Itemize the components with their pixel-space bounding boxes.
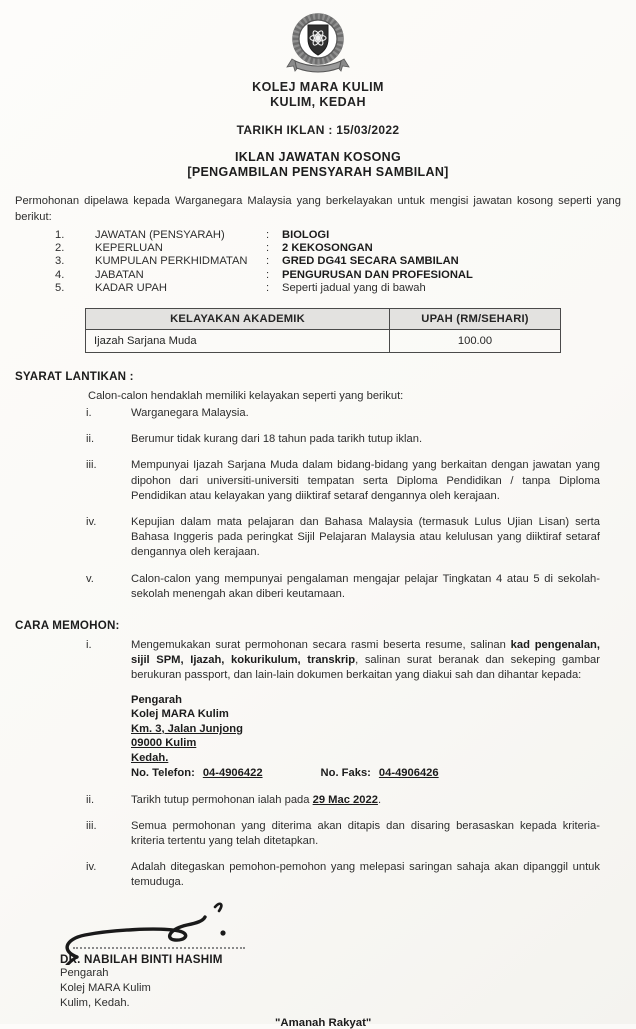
row-colon: : <box>266 255 270 268</box>
fax-number: 04-4906426 <box>378 766 439 779</box>
table-header-kelayakan: KELAYAKAN AKADEMIK <box>86 309 390 330</box>
cell-upah: 100.00 <box>390 330 561 353</box>
vacancy-details-list <box>15 229 621 295</box>
cara-item-2 <box>15 793 621 808</box>
syarat-item <box>15 406 621 421</box>
text-regular: Tarikh tutup permohonan ialah pada <box>131 793 313 806</box>
row-value: BIOLOGI <box>282 229 330 241</box>
college-crest-icon <box>283 13 353 80</box>
row-label: JAWATAN (PENSYARAH) <box>95 229 225 241</box>
advert-date: TARIKH IKLAN : 15/03/2022 <box>236 123 400 137</box>
row-colon: : <box>266 281 270 294</box>
vacancy-row <box>15 242 621 255</box>
address-line: Km. 3, Jalan Junjong <box>131 722 243 735</box>
syarat-item <box>15 458 621 504</box>
row-number: 3. <box>55 255 65 268</box>
org-location: KULIM, KEDAH <box>270 95 366 109</box>
handwritten-signature <box>63 899 253 965</box>
vacancy-row <box>15 229 621 242</box>
signatory-name: DR. NABILAH BINTI HASHIM <box>60 952 223 966</box>
salary-table <box>85 308 561 353</box>
row-colon: : <box>266 229 270 241</box>
vacancy-row <box>15 255 621 268</box>
syarat-item <box>15 515 621 561</box>
row-label: KEPERLUAN <box>95 242 163 255</box>
item-number: i. <box>86 639 92 652</box>
row-value: 2 KEKOSONGAN <box>282 242 373 255</box>
item-number: iv. <box>86 861 97 874</box>
item-text: Warganegara Malaysia. <box>131 407 249 420</box>
item-number: iv. <box>86 516 97 529</box>
item-text: Calon-calon yang mempunyai pengalaman mengajar pelajar Tingkatan 4 atau 5 di sekolah-sekolah menengah akan diberi keutamaan. <box>131 572 600 600</box>
signatory-org: Kolej MARA Kulim <box>60 981 151 994</box>
signatory-title: Pengarah <box>60 966 109 979</box>
phone-number: 04-4906422 <box>202 766 263 779</box>
row-label: KADAR UPAH <box>95 281 167 294</box>
item-number: iii. <box>86 459 97 472</box>
section-heading-syarat: SYARAT LANTIKAN : <box>15 370 134 384</box>
phone-label: No. Telefon: <box>131 766 195 779</box>
fax-label: No. Faks: <box>320 766 371 779</box>
text-regular: , salinan surat beranak dan sekeping gambar berukuran passport, dan lain-lain dokumen berkaitan yang diakui sah dan dihantar kepada: <box>131 654 600 682</box>
row-label: JABATAN <box>95 268 144 281</box>
signature-dotted-line <box>73 947 245 949</box>
vacancy-row <box>15 282 621 295</box>
address-line: Pengarah <box>131 693 182 706</box>
text-bold: kad pengenalan, sijil SPM, Ijazah, kokurikulum, transkrip <box>131 639 600 667</box>
row-number: 5. <box>55 281 65 294</box>
signatory-location: Kulim, Kedah. <box>60 996 130 1009</box>
contact-line <box>131 767 621 779</box>
cara-item-1 <box>15 638 621 684</box>
item-text <box>131 793 621 808</box>
item-number: iii. <box>86 819 97 832</box>
address-line: 09000 Kulim <box>131 737 197 750</box>
letterhead <box>15 13 621 180</box>
org-name: KOLEJ MARA KULIM <box>252 80 384 94</box>
signature-area <box>15 899 621 967</box>
row-number: 1. <box>55 229 65 241</box>
item-number: ii. <box>86 433 95 446</box>
cara-item-3 <box>15 819 621 849</box>
closing-date: 29 Mac 2022 <box>312 793 378 806</box>
item-text: Mempunyai Ijazah Sarjana Muda dalam bidang-bidang yang berkaitan dengan jawatan yang dipohon dari universiti-universiti tempatan serta Diploma Pendidikan / tanpa Diploma Pendidikan atau kelayakan yang diiktiraf setaraf dengannya oleh kerajaan. <box>131 459 600 502</box>
item-text: Kepujian dalam mata pelajaran dan Bahasa Malaysia (termasuk Lulus Ujian Lisan) serta Bahasa Inggeris pada peringkat Sijil Pelajaran Malaysia atau kelulusan yang diiktiraf setaraf dengannya oleh kerajaan. <box>131 516 600 559</box>
row-value: Seperti jadual yang di bawah <box>282 281 426 294</box>
item-text: Semua permohonan yang diterima akan ditapis dan disaring berasaskan kepada kriteria-kriteria tertentu yang telah ditetapkan. <box>131 819 600 848</box>
table-row <box>86 330 561 353</box>
address-line: Kolej MARA Kulim <box>131 708 229 721</box>
row-colon: : <box>266 268 270 281</box>
cell-kelayakan: Ijazah Sarjana Muda <box>86 330 390 353</box>
intro-paragraph: Permohonan dipelawa kepada Warganegara Malaysia yang berkelayakan untuk mengisi jawatan kosong seperti yang berikut: <box>15 195 621 223</box>
syarat-lead: Calon-calon hendaklah memiliki kelayakan seperti yang berikut: <box>88 390 404 403</box>
address-line: Kedah. <box>131 752 169 765</box>
item-number: i. <box>86 407 92 420</box>
doc-title-line1: IKLAN JAWATAN KOSONG <box>235 150 401 164</box>
table-header-upah: UPAH (RM/SEHARI) <box>390 309 561 330</box>
cara-item-4 <box>15 860 621 890</box>
motto: "Amanah Rakyat" <box>275 1016 372 1029</box>
text-regular: Mengemukakan surat permohonan secara rasmi beserta resume, salinan <box>131 639 511 652</box>
row-colon: : <box>266 242 270 255</box>
row-label: KUMPULAN PERKHIDMATAN <box>95 255 248 268</box>
item-text: Adalah ditegaskan pemohon-pemohon yang melepasi saringan sahaja akan dipanggil untuk temuduga. <box>131 861 600 889</box>
row-value: PENGURUSAN DAN PROFESIONAL <box>282 268 473 281</box>
item-text: Berumur tidak kurang dari 18 tahun pada tarikh tutup iklan. <box>131 433 423 446</box>
row-value: GRED DG41 SECARA SAMBILAN <box>282 255 459 268</box>
item-text <box>131 638 621 684</box>
item-number: ii. <box>86 793 95 806</box>
vacancy-row <box>15 269 621 282</box>
syarat-item <box>15 572 621 602</box>
doc-title-line2: [PENGAMBILAN PENSYARAH SAMBILAN] <box>187 165 449 179</box>
syarat-item <box>15 432 621 447</box>
text-regular: . <box>377 793 382 806</box>
row-number: 4. <box>55 268 65 281</box>
mailing-address <box>131 693 621 766</box>
section-heading-cara: CARA MEMOHON: <box>15 619 120 633</box>
item-number: v. <box>86 572 94 585</box>
row-number: 2. <box>55 242 65 255</box>
